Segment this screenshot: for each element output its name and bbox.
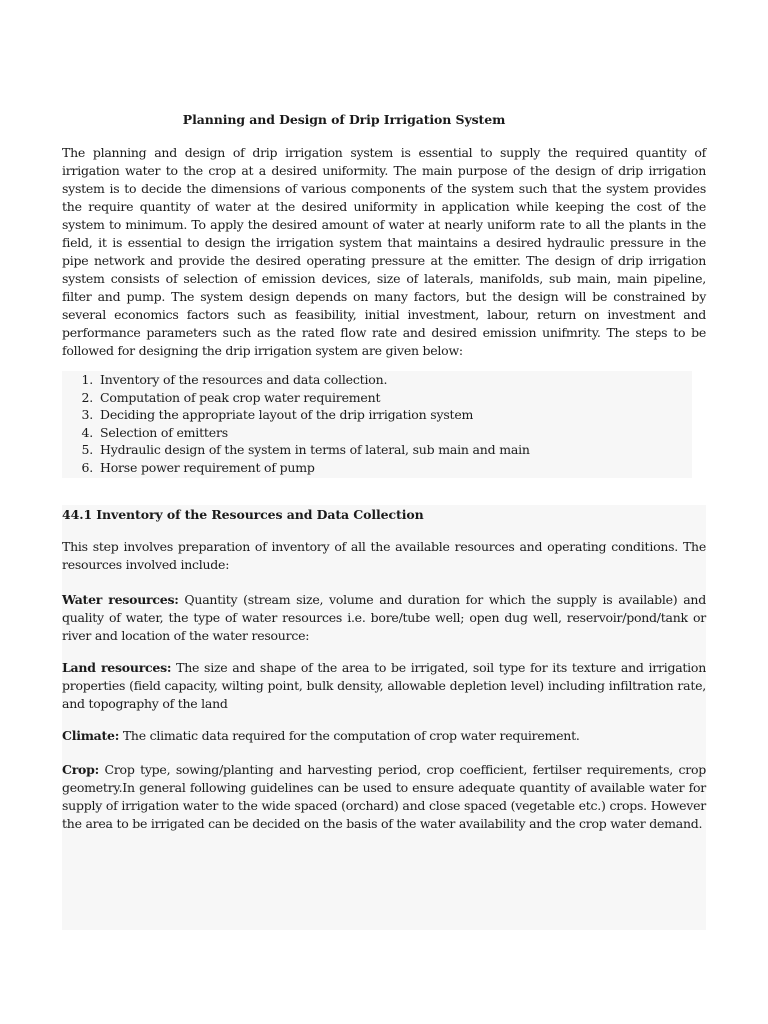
list-item-number: 4. [81,424,93,440]
climate-paragraph [62,727,706,745]
list-item-number: 3. [81,407,93,423]
water-resources-paragraph [62,591,706,645]
land-resources-paragraph [62,659,706,713]
list-item-text: Inventory of the resources and data collection. [100,372,388,387]
land-resources-text: The size and shape of the area to be irrigated, soil type for its texture and irrigation properties (field capacity, wilting point, bulk density, allowable depletion level) including infiltration rate, and topography of the land [62,660,706,711]
list-item [62,406,692,424]
list-item-text: Selection of emitters [100,424,228,440]
list-item [62,424,692,442]
crop-text: Crop type, sowing/planting and harvesting period, crop coefficient, fertilser requirements, crop geometry.In general following guidelines can be used to ensure adequate quantity of available water for supply of irrigation water to the wide spaced (orchard) and close spaced (vegetable etc.) crops. However the area to be irrigated can be decided on the basis of the water availability and the crop water demand. [62,762,706,831]
list-item-number: 6. [81,459,93,475]
list-item-number: 2. [81,389,93,405]
design-steps-list [62,371,692,478]
list-item-text: Deciding the appropriate layout of the drip irrigation system [100,407,474,423]
climate-label: Climate: [62,728,120,743]
list-item [62,371,692,389]
list-item-text: Hydraulic design of the system in terms of lateral, sub main and main [100,442,530,458]
water-resources-label: Water resources: [62,592,179,607]
water-resources-text: Quantity (stream size, volume and duration for which the supply is available) and quality of water, the type of water resources i.e. bore/tube well; open dug well, reservoir/pond/tank or river and location of the water resource: [62,592,706,643]
list-item-number: 5. [81,442,93,458]
section-heading: 44.1 Inventory of the Resources and Data Collection [62,507,424,522]
list-item [62,389,692,407]
climate-text: The climatic data required for the computation of crop water requirement. [119,728,580,743]
list-item-text: Computation of peak crop water requirement [100,389,381,405]
land-resources-label: Land resources: [62,660,172,675]
list-item-text: Horse power requirement of pump [100,459,315,475]
list-item-number: 1. [81,372,93,387]
crop-label: Crop: [62,762,99,777]
crop-paragraph [62,761,706,833]
list-item [62,441,692,459]
intro-paragraph: The planning and design of drip irrigation system is essential to supply the required quantity of irrigation water to the crop at a desired uniformity. The main purpose of the design of drip irrigation system is to decide the dimensions of various components of the system such that the system provides the require quantity of water at the desired uniformity in application while keeping the cost of the system to minimum. To apply the desired amount of water at nearly uniform rate to all the plants in the field, it is essential to design the irrigation system that maintains a desired hydraulic pressure in the pipe network and provide the desired operating pressure at the emitter. The design of drip irrigation system consists of selection of emission devices, size of laterals, manifolds, sub main, main pipeline, filter and pump. The system design depends on many factors, but the design will be constrained by several economics factors such as feasibility, initial investment, labour, return on investment and performance parameters such as the rated flow rate and desired emission unifmrity. The steps to be followed for designing the drip irrigation system are given below: [62,145,706,358]
section-intro: This step involves preparation of inventory of all the available resources and operating conditions. The resources involved include: [62,539,706,572]
inventory-section [62,505,706,930]
document-title: Planning and Design of Drip Irrigation System [182,112,506,127]
list-item [62,459,692,477]
